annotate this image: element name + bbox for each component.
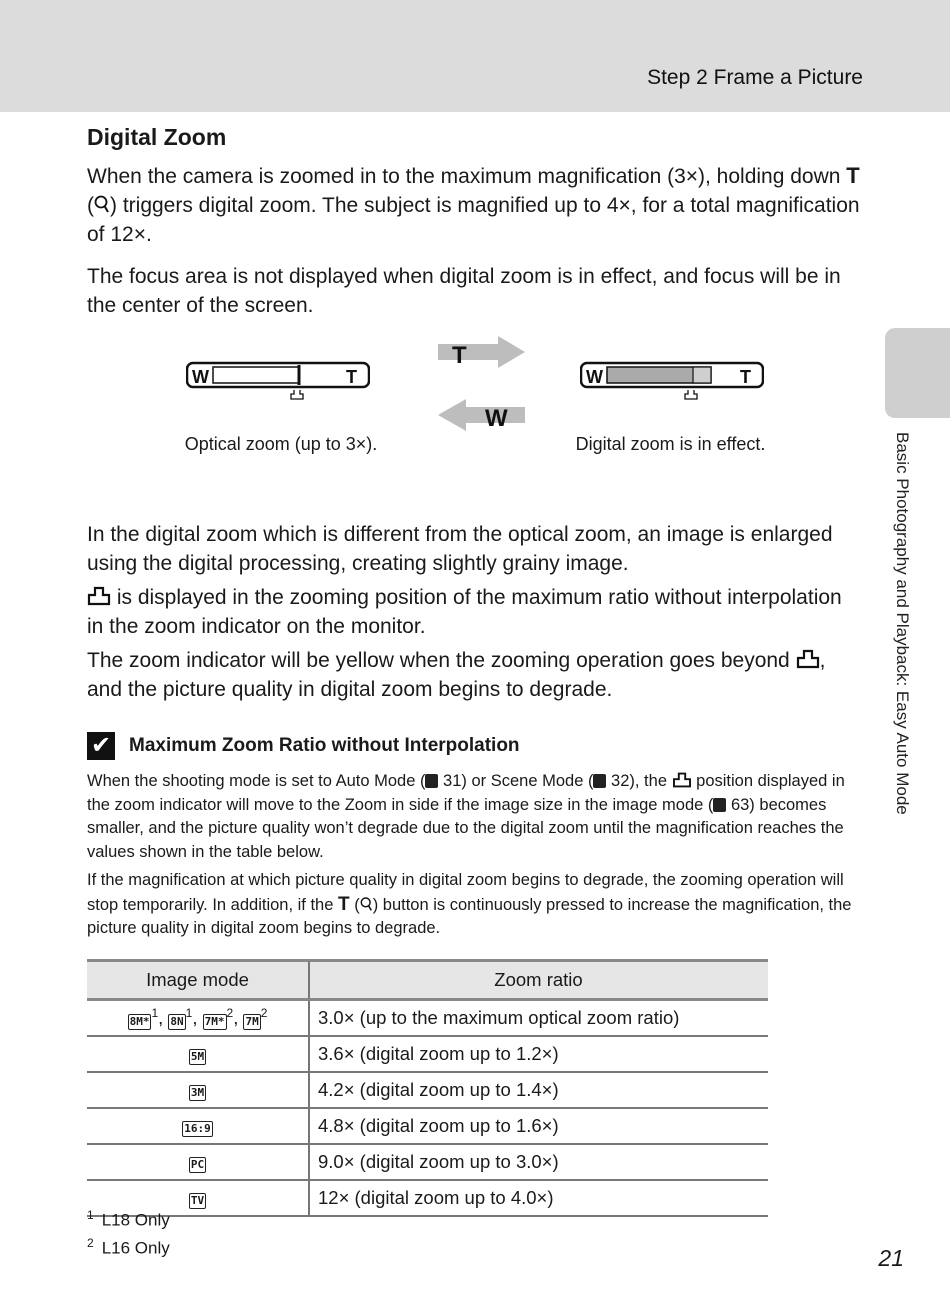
column-header-image-mode: Image mode bbox=[87, 961, 309, 1000]
magnify-icon bbox=[360, 896, 373, 912]
image-mode-icon: 7M bbox=[245, 1014, 259, 1028]
svg-text:W: W bbox=[485, 405, 508, 432]
image-mode-icon: 5M bbox=[190, 1050, 205, 1063]
page-header-title: Step 2 Frame a Picture bbox=[647, 66, 863, 89]
no-interpolation-marker-icon bbox=[685, 390, 697, 399]
image-mode-icon: 3M bbox=[190, 1086, 205, 1099]
image-mode-icon: 8M* bbox=[129, 1014, 150, 1028]
zoom-w-label: W bbox=[192, 367, 209, 387]
checkmark-icon: ✔ bbox=[87, 732, 115, 760]
table-row bbox=[87, 1036, 768, 1072]
section-title: Digital Zoom bbox=[87, 124, 227, 150]
arrow-left-wide-icon bbox=[438, 398, 526, 432]
paragraph-digital-vs-optical: In the digital zoom which is different from the optical zoom, an image is enlarged using the digital processing, creating slightly grainy image. bbox=[87, 523, 833, 575]
image-mode-icon: PC bbox=[190, 1158, 205, 1171]
no-interpolation-marker-icon bbox=[796, 649, 820, 669]
no-interpolation-marker-icon bbox=[291, 390, 303, 399]
column-header-zoom-ratio: Zoom ratio bbox=[309, 961, 768, 1000]
magnify-icon bbox=[94, 194, 110, 214]
arrow-right-tele-icon bbox=[438, 336, 526, 368]
zoom-w-label: W bbox=[586, 367, 603, 387]
no-interpolation-marker-icon bbox=[87, 586, 111, 606]
image-mode-icon: 8N bbox=[170, 1014, 184, 1028]
zoom-ratio-cell: 12× (digital zoom up to 4.0×) bbox=[309, 1180, 768, 1216]
digital-zoom-indicator bbox=[580, 360, 764, 402]
image-mode-icon: 7M* bbox=[204, 1014, 225, 1028]
image-mode-cell bbox=[87, 1072, 309, 1108]
caption-digital-zoom: Digital zoom is in effect. bbox=[575, 434, 766, 454]
tele-button-glyph: T bbox=[846, 163, 860, 188]
zoom-ratio-cell: 9.0× (digital zoom up to 3.0×) bbox=[309, 1144, 768, 1180]
image-mode-icon: TV bbox=[190, 1194, 205, 1207]
paragraph-marker-explained: is displayed in the zooming position of the maximum ratio without interpolation in the zoom indicator on the monitor. bbox=[87, 586, 842, 638]
header-band bbox=[0, 0, 950, 112]
table-row bbox=[87, 1000, 768, 1037]
table-row bbox=[87, 1072, 768, 1108]
footnote-1: $^1$ L18 Only bbox=[87, 1208, 170, 1230]
no-interpolation-marker-icon bbox=[672, 772, 692, 788]
table-row bbox=[87, 1108, 768, 1144]
note-heading: ✔ Maximum Zoom Ratio without Interpolation bbox=[87, 732, 520, 760]
page-reference-icon bbox=[593, 774, 606, 788]
footnote-2: $^2$ L16 Only bbox=[87, 1236, 170, 1258]
zoom-ratio-cell: 3.0× (up to the maximum optical zoom ratio) bbox=[309, 1000, 768, 1037]
image-mode-icon: 16:9 bbox=[184, 1122, 211, 1135]
image-mode-cell bbox=[87, 1036, 309, 1072]
table-row bbox=[87, 1144, 768, 1180]
image-mode-cell: 8M*$^1$, $8N^1$, 7M*$^2$, $7M^2$ bbox=[87, 1000, 309, 1037]
page-reference-icon bbox=[425, 774, 438, 788]
image-mode-cell bbox=[87, 1108, 309, 1144]
page-number: 21 bbox=[878, 1245, 904, 1271]
table-header-row bbox=[87, 961, 768, 1000]
image-mode-cell bbox=[87, 1144, 309, 1180]
tele-button-glyph: T bbox=[338, 893, 350, 915]
caption-optical-zoom: Optical zoom (up to 3×). bbox=[184, 434, 378, 454]
table-row bbox=[87, 1180, 768, 1216]
note-paragraph-2: If the magnification at which picture quality in digital zoom begins to degrade, the zooming operation will stop temporarily. In addition, if the T ( ) button is continuously pressed to increase the magnification, the picture quality in digital zoom begins to degrade. bbox=[87, 871, 852, 937]
page-reference-icon bbox=[713, 798, 726, 812]
zoom-ratio-table bbox=[87, 959, 768, 1217]
zoom-t-label: T bbox=[346, 367, 357, 387]
note-paragraph-1: When the shooting mode is set to Auto Mode ( 31) or Scene Mode ( 32), the position displayed in the zoom indicator will move to the Zoom in side if the image size in the image mode ( 63) becomes smaller, and the picture quality won’t degrade due to the digital zoom until the magnification reaches the values shown in the table below. bbox=[87, 772, 845, 861]
zoom-t-label: T bbox=[740, 367, 751, 387]
svg-text:T: T bbox=[452, 342, 467, 368]
chapter-tab-label: Basic Photography and Playback: Easy Auto Mode bbox=[893, 432, 912, 815]
zoom-ratio-cell: 4.2× (digital zoom up to 1.4×) bbox=[309, 1072, 768, 1108]
paragraph-focus-area: The focus area is not displayed when digital zoom is in effect, and focus will be in the center of the screen. bbox=[87, 265, 841, 317]
chapter-tab bbox=[885, 328, 950, 418]
zoom-ratio-cell: 4.8× (digital zoom up to 1.6×) bbox=[309, 1108, 768, 1144]
paragraph-yellow-indicator: The zoom indicator will be yellow when the zooming operation goes beyond , and the picture quality in digital zoom begins to degrade. bbox=[87, 649, 826, 701]
zoom-ratio-cell: 3.6× (digital zoom up to 1.2×) bbox=[309, 1036, 768, 1072]
paragraph-digital-zoom-intro: When the camera is zoomed in to the maximum magnification (3×), holding down T ( ) triggers digital zoom. The subject is magnified up to 4×, for a total magnification of 12×. bbox=[87, 163, 860, 246]
optical-zoom-indicator bbox=[186, 360, 370, 402]
